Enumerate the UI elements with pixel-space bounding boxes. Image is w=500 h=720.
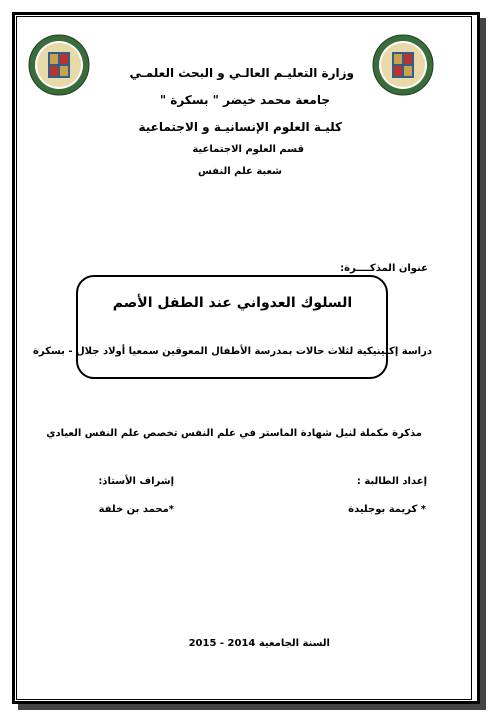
ministry-heading: وزارة التعليـم العالـي و البحث العلمـي — [129, 66, 354, 80]
page-shadow-bottom — [18, 704, 486, 710]
memo-title-label: عنوان المذكــــرة: — [340, 263, 428, 274]
university-seal-right — [372, 34, 434, 96]
prepared-by-label: إعداد الطالبة : — [356, 476, 427, 487]
faculty-name: كليـة العلوم الإنسانيـة و الاجتماعية — [138, 120, 342, 134]
supervisor-name: *محمد بن خلفة — [98, 504, 174, 515]
university-name: جامعة محمد خيضر " بسكرة " — [159, 93, 330, 107]
student-name: * كريمة بوجليدة — [348, 504, 426, 515]
department-name: قسم العلوم الاجتماعية — [192, 144, 304, 155]
branch-name: شعبة علم النفس — [198, 166, 282, 177]
university-seal-left — [28, 34, 90, 96]
title-box — [76, 275, 388, 379]
thesis-subtitle: دراسة إكلينيكية لثلاث حالات بمدرسة الأطفال المعوقين سمعيا أولاد جلال - بسكرة — [33, 346, 432, 357]
thesis-title: السلوك العدواني عند الطفل الأصم — [112, 295, 353, 311]
page-shadow-right — [480, 18, 486, 708]
academic-year: السنة الجامعية 2014 - 2015 — [188, 638, 330, 649]
supervised-by-label: إشراف الأستاذ: — [98, 476, 174, 487]
degree-statement: مذكرة مكملة لنيل شهادة الماستر في علم النفس تخصص علم النفس العيادي — [46, 428, 422, 439]
